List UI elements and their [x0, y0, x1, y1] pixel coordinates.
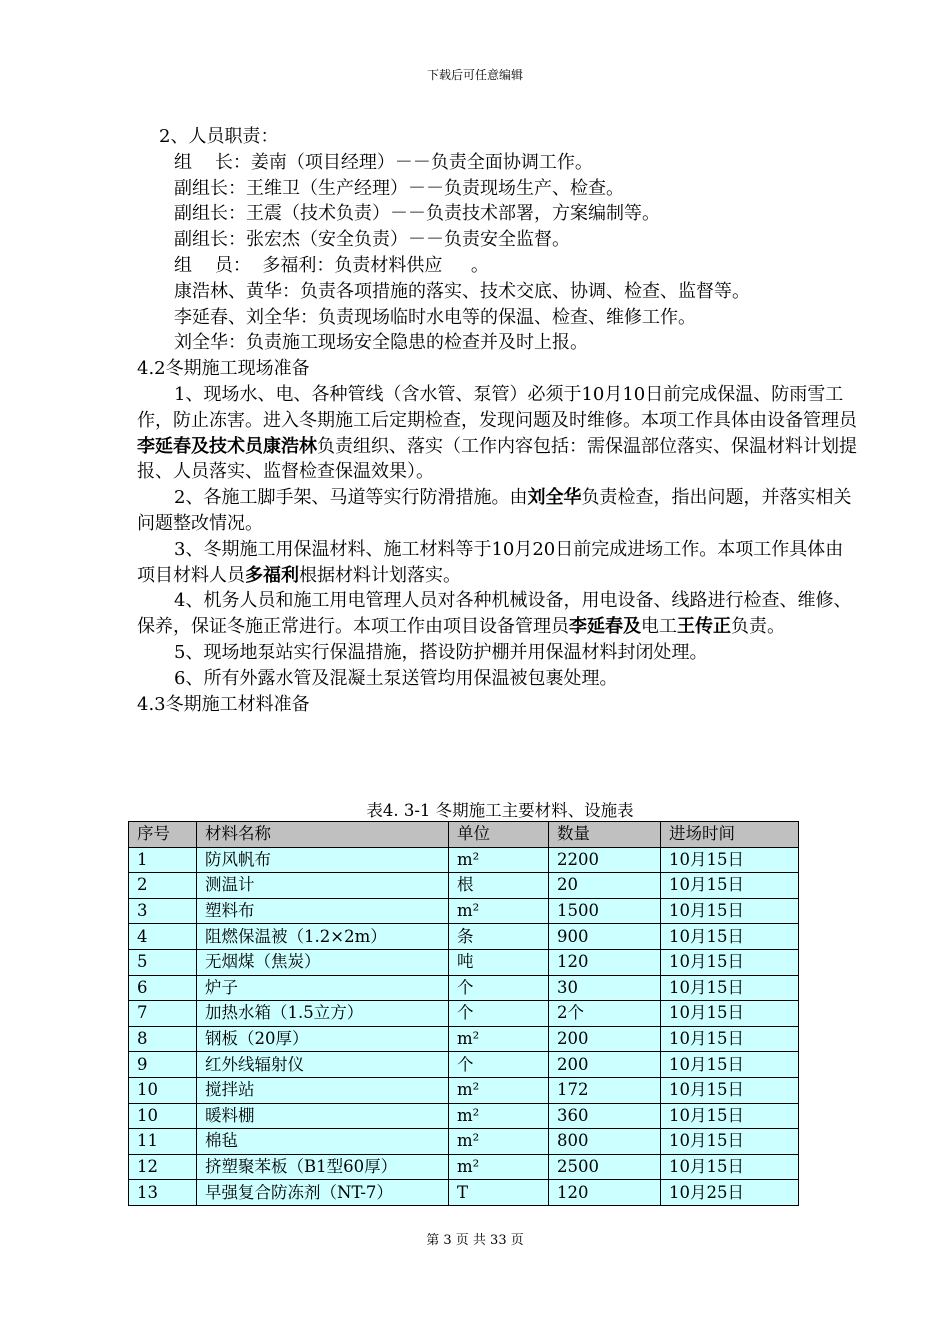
- row-cell-unit: 个: [449, 975, 549, 1001]
- item-2: [137, 485, 861, 537]
- table-row: [129, 1154, 799, 1180]
- header-cell-quantity: 数量: [549, 822, 661, 848]
- row-cell-quantity: 200: [549, 1026, 661, 1052]
- table-row: [129, 1052, 799, 1078]
- row-cell-date: 10月25日: [661, 1180, 799, 1206]
- row-cell-date: 10月15日: [661, 1103, 799, 1129]
- item-4: [137, 588, 861, 640]
- item-3-bold: 多福利: [245, 564, 299, 586]
- table-row: [129, 898, 799, 924]
- table-row: [129, 1180, 799, 1206]
- row-cell-quantity: 30: [549, 975, 661, 1001]
- row-cell-material: 测温计: [197, 873, 449, 899]
- row-cell-unit: m²: [449, 1129, 549, 1155]
- row-cell-date: 10月15日: [661, 1052, 799, 1078]
- row-cell-quantity: 20: [549, 873, 661, 899]
- row-cell-material: 塑料布: [197, 898, 449, 924]
- row-cell-material: 无烟煤（焦炭）: [197, 949, 449, 975]
- row-cell-material: 搅拌站: [197, 1077, 449, 1103]
- row-cell-unit: 根: [449, 873, 549, 899]
- row-cell-unit: m²: [449, 1077, 549, 1103]
- row-cell-quantity: 900: [549, 924, 661, 950]
- table-row: [129, 949, 799, 975]
- row-cell-material: 红外线辐射仪: [197, 1052, 449, 1078]
- row-cell-unit: m²: [449, 898, 549, 924]
- table-row: [129, 1103, 799, 1129]
- table-row: [129, 1077, 799, 1103]
- table-caption: 表4. 3-1 冬期施工主要材料、设施表: [366, 801, 634, 820]
- row-cell-date: 10月15日: [661, 1129, 799, 1155]
- materials-table: [128, 821, 799, 1206]
- header-cell-material: 材料名称: [197, 822, 449, 848]
- header-cell-date: 进场时间: [661, 822, 799, 848]
- role-member-3: 李延春、刘全华：负责现场临时水电等的保温、检查、维修工作。: [174, 306, 696, 328]
- row-cell-material: 炉子: [197, 975, 449, 1001]
- row-cell-quantity: 800: [549, 1129, 661, 1155]
- row-cell-index: 11: [129, 1129, 197, 1155]
- row-cell-unit: 条: [449, 924, 549, 950]
- item-3-text-a: 3、冬期施工用保温材料、施工材料等于10月20日前完成进场工作。本项工作具体由项目材料人员: [137, 538, 844, 586]
- item-6: 6、所有外露水管及混凝土泵送管均用保温被包裹处理。: [174, 667, 618, 689]
- row-cell-unit: T: [449, 1180, 549, 1206]
- table-row: [129, 924, 799, 950]
- row-cell-index: 3: [129, 898, 197, 924]
- header-cell-index: 序号: [129, 822, 197, 848]
- role-member-4: 刘全华：负责施工现场安全隐患的检查并及时上报。: [174, 332, 588, 354]
- row-cell-quantity: 360: [549, 1103, 661, 1129]
- role-deputy-1: 副组长：王维卫（生产经理）－－负责现场生产、检查。: [174, 177, 624, 199]
- page-footer: 第 3 页 共 33 页: [426, 1233, 524, 1248]
- row-cell-index: 9: [129, 1052, 197, 1078]
- table-row: [129, 975, 799, 1001]
- row-cell-unit: m²: [449, 1026, 549, 1052]
- row-cell-index: 10: [129, 1103, 197, 1129]
- table-row: [129, 873, 799, 899]
- row-cell-material: 阻燃保温被（1.2×2m）: [197, 924, 449, 950]
- page-header: 下载后可任意编辑: [426, 68, 523, 82]
- row-cell-index: 2: [129, 873, 197, 899]
- item-1: [137, 382, 861, 485]
- role-member: 组 员： 多福利：负责材料供应 。: [174, 254, 489, 276]
- row-cell-material: 棉毡: [197, 1129, 449, 1155]
- row-cell-material: 防风帆布: [197, 847, 449, 873]
- row-cell-date: 10月15日: [661, 924, 799, 950]
- row-cell-quantity: 172: [549, 1077, 661, 1103]
- item-2-text-b: 负责检查，指出问题，并落实相关问题整改情况。: [137, 487, 852, 534]
- item-5: 5、现场地泵站实行保温措施，搭设防护棚并用保温材料封闭处理。: [174, 641, 708, 663]
- row-cell-quantity: 2个: [549, 1001, 661, 1027]
- row-cell-date: 10月15日: [661, 1077, 799, 1103]
- row-cell-index: 10: [129, 1077, 197, 1103]
- role-leader: 组 长：姜南（项目经理）－－负责全面协调工作。: [174, 151, 593, 173]
- item-3: [137, 537, 861, 589]
- row-cell-quantity: 2500: [549, 1154, 661, 1180]
- row-cell-unit: m²: [449, 1154, 549, 1180]
- row-cell-date: 10月15日: [661, 1154, 799, 1180]
- row-cell-date: 10月15日: [661, 898, 799, 924]
- row-cell-unit: 吨: [449, 949, 549, 975]
- document-body: [137, 124, 861, 717]
- row-cell-unit: 个: [449, 1052, 549, 1078]
- table-header-row: [129, 822, 799, 848]
- item-2-text-a: 2、各施工脚手架、马道等实行防滑措施。由: [174, 487, 528, 509]
- item-1-text-b: 负责组织、落实（工作内容包括：需保温部位落实、保温材料计划提报、人员落实、监督检查保温效果）。: [137, 435, 857, 483]
- row-cell-index: 6: [129, 975, 197, 1001]
- row-cell-material: 加热水箱（1.5立方）: [197, 1001, 449, 1027]
- row-cell-material: 早强复合防冻剂（NT-7）: [197, 1180, 449, 1206]
- header-cell-unit: 单位: [449, 822, 549, 848]
- row-cell-index: 13: [129, 1180, 197, 1206]
- roles-title: 2、人员职责：: [159, 126, 279, 147]
- row-cell-date: 10月15日: [661, 847, 799, 873]
- table-row: [129, 847, 799, 873]
- row-cell-unit: 个: [449, 1001, 549, 1027]
- row-cell-unit: m²: [449, 847, 549, 873]
- row-cell-quantity: 2200: [549, 847, 661, 873]
- row-cell-date: 10月15日: [661, 949, 799, 975]
- row-cell-index: 8: [129, 1026, 197, 1052]
- item-2-bold: 刘全华: [527, 487, 582, 509]
- row-cell-index: 4: [129, 924, 197, 950]
- role-deputy-2: 副组长：王震（技术负责）－－负责技术部署，方案编制等。: [174, 203, 660, 225]
- row-cell-quantity: 200: [549, 1052, 661, 1078]
- table-row: [129, 1001, 799, 1027]
- role-deputy-3: 副组长：张宏杰（安全负责）－－负责安全监督。: [174, 229, 570, 251]
- row-cell-index: 1: [129, 847, 197, 873]
- row-cell-unit: m²: [449, 1103, 549, 1129]
- table-row: [129, 1129, 799, 1155]
- item-1-text-a: 1、现场水、电、各种管线（含水管、泵管）必须于10月10日前完成保温、防雨雪工作，防止冻害。进入冬期施工后定期检查，发现问题及时维修。本项工作具体由设备管理员: [137, 383, 857, 431]
- role-member-2: 康浩林、黄华：负责各项措施的落实、技术交底、协调、检查、监督等。: [174, 280, 750, 302]
- row-cell-material: 钢板（20厚）: [197, 1026, 449, 1052]
- row-cell-quantity: 120: [549, 949, 661, 975]
- row-cell-material: 暖料棚: [197, 1103, 449, 1129]
- row-cell-date: 10月15日: [661, 1001, 799, 1027]
- table-row: [129, 1026, 799, 1052]
- item-3-text-b: 根据材料计划落实。: [299, 564, 461, 586]
- item-4-text-b: 负责。: [731, 616, 785, 638]
- row-cell-date: 10月15日: [661, 873, 799, 899]
- row-cell-index: 5: [129, 949, 197, 975]
- item-4-mid: 电工: [641, 616, 677, 638]
- item-4-text-a: 4、机务人员和施工用电管理人员对各种机械设备，用电设备、线路进行检查、维修、保养，保证冬施正常进行。本项工作由项目设备管理员: [137, 590, 852, 638]
- row-cell-material: 挤塑聚苯板（B1型60厚）: [197, 1154, 449, 1180]
- row-cell-quantity: 120: [549, 1180, 661, 1206]
- item-4-bold-1: 李延春及: [569, 616, 641, 638]
- row-cell-index: 12: [129, 1154, 197, 1180]
- row-cell-date: 10月15日: [661, 1026, 799, 1052]
- item-4-bold-2: 王传正: [677, 616, 731, 638]
- row-cell-date: 10月15日: [661, 975, 799, 1001]
- row-cell-quantity: 1500: [549, 898, 661, 924]
- item-1-bold: 李延春及技术员康浩林: [137, 435, 317, 457]
- section-4-3-title: 4.3冬期施工材料准备: [137, 693, 310, 715]
- row-cell-index: 7: [129, 1001, 197, 1027]
- section-4-2-title: 4.2冬期施工现场准备: [137, 358, 310, 380]
